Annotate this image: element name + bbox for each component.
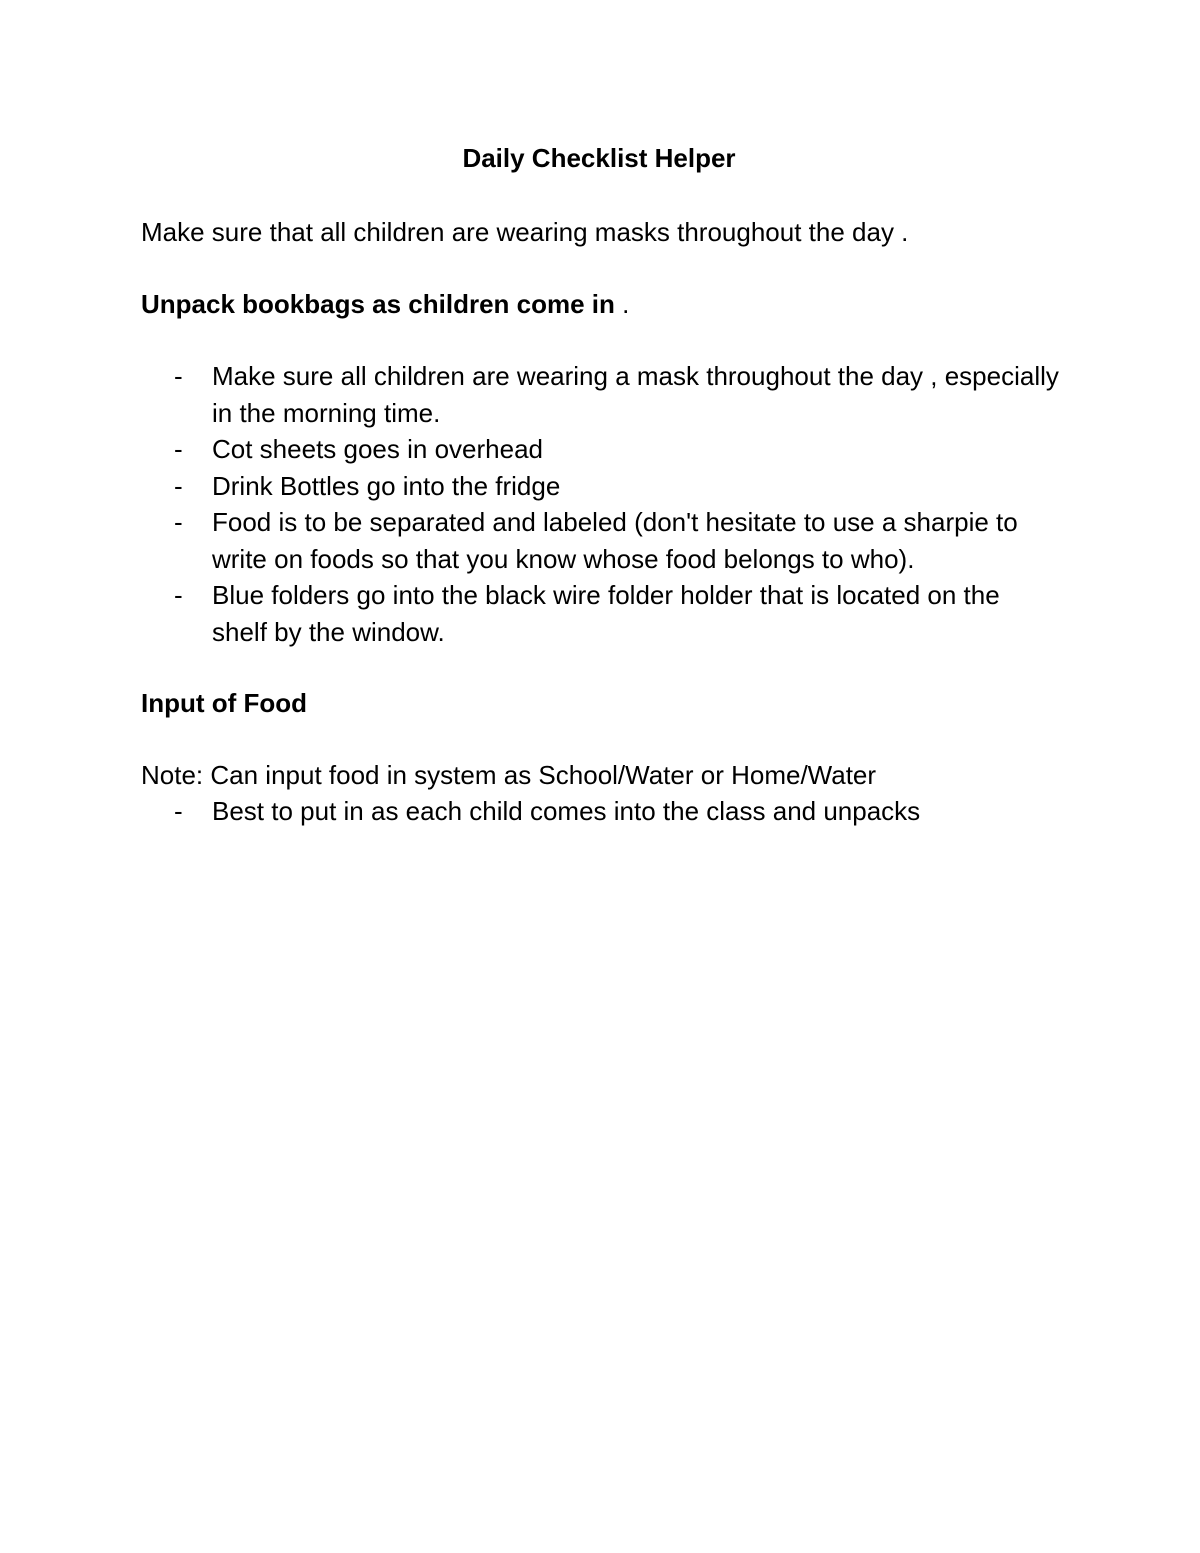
- list-item-text: Blue folders go into the black wire folder holder that is located on the shelf by the window.: [212, 580, 1000, 647]
- bullet-dash: -: [174, 361, 183, 391]
- bullet-dash: -: [174, 470, 183, 501]
- list-item: [141, 358, 1061, 431]
- section-heading-unpack: [141, 287, 629, 321]
- list-item-text: Make sure all children are wearing a mask throughout the day , especially in the morning time.: [212, 361, 1059, 428]
- bullet-dash: -: [174, 580, 183, 610]
- document-title: Daily Checklist Helper: [462, 143, 736, 173]
- bullet-dash: -: [174, 434, 183, 464]
- list-item-text: Cot sheets goes in overhead: [212, 434, 543, 464]
- section-heading-unpack-tail: .: [614, 289, 630, 319]
- list-item: [141, 468, 1061, 505]
- list-item-text: Best to put in as each child comes into the class and unpacks: [212, 796, 921, 826]
- list-item: [141, 431, 1061, 468]
- list-item-text: Food is to be separated and labeled (don't hesitate to use a sharpie to write on foods so that you know whose food belongs to who).: [212, 507, 1018, 574]
- list-item: [141, 504, 1061, 577]
- section-heading-input-of-food: Input of Food: [141, 688, 308, 718]
- list-item-text: Drink Bottles go into the fridge: [212, 470, 561, 501]
- intro-paragraph: Make sure that all children are wearing masks throughout the day .: [141, 217, 909, 247]
- bullet-dash: -: [174, 796, 183, 826]
- unpack-checklist: [141, 358, 1061, 650]
- section-heading-unpack-text: Unpack bookbags as children come in: [141, 289, 615, 319]
- document-page: [141, 0, 1061, 1553]
- note-paragraph: Note: Can input food in system as School/Water or Home/Water: [141, 760, 877, 790]
- list-item: [141, 577, 1061, 650]
- input-food-checklist: [141, 793, 1061, 830]
- list-item: [141, 793, 1061, 830]
- bullet-dash: -: [174, 507, 183, 537]
